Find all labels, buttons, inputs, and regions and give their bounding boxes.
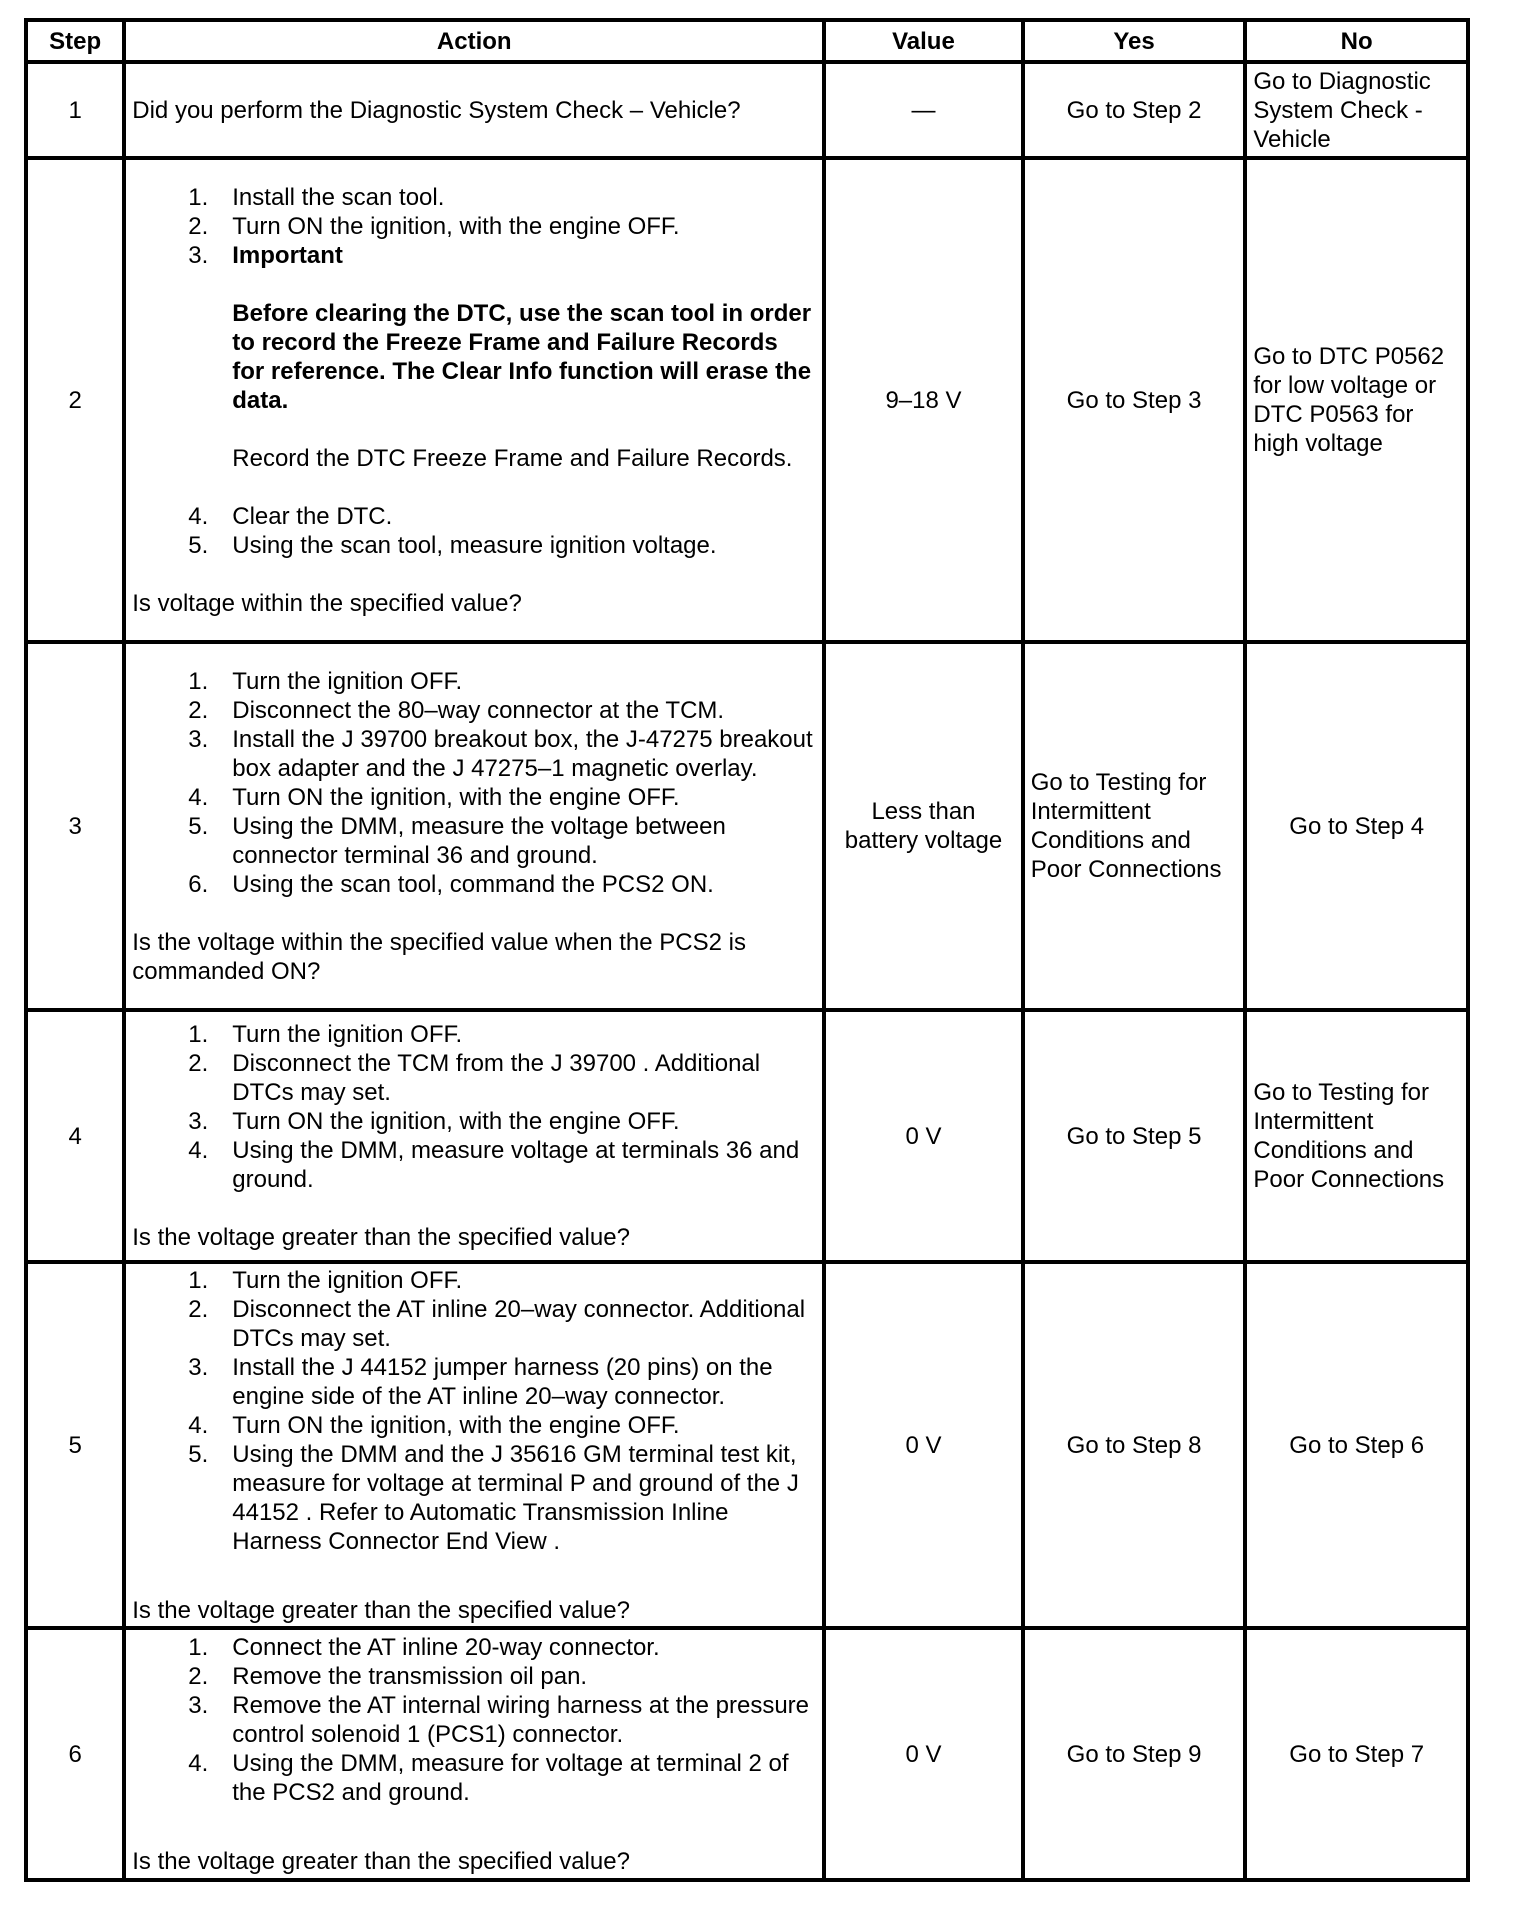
no-cell [1245,1262,1468,1628]
action-question: Is the voltage greater than the specified value? [132,1596,630,1624]
action-list [132,502,816,560]
header-yes: Yes [1023,20,1246,62]
header-value: Value [824,20,1023,62]
list-item: 4. Using the DMM, measure voltage at terminals 36 and ground. [188,1137,800,1193]
action-cell [124,642,824,1010]
list-item: 3. Remove the AT internal wiring harness at the pressure control solenoid 1 (PCS1) connector. [188,1691,810,1748]
diagnostic-table [24,18,1470,1882]
list-item: 5. Using the scan tool, measure ignition voltage. [188,531,717,559]
list-item: 1. Turn the ignition OFF. [188,1266,463,1294]
no-link[interactable]: Go to Testing for Intermittent Conditions and Poor Connections [1253,1079,1445,1193]
yes-cell [1023,1628,1246,1880]
action-question: Is the voltage greater than the specified value? [132,1847,630,1875]
action-list [132,183,816,270]
no-link[interactable]: Go to DTC P0562 for low voltage or DTC P0563 for high voltage [1253,343,1445,457]
value-cell: 0 V [824,1010,1023,1262]
list-item: 1. Connect the AT inline 20-way connector. [188,1633,660,1661]
list-item: 4. Turn ON the ignition, with the engine OFF. [188,783,680,811]
list-item: 2. Remove the transmission oil pan. [188,1662,588,1690]
list-item: 4. Using the DMM, measure for voltage at terminal 2 of the PCS2 and ground. [188,1749,789,1806]
yes-link[interactable]: Go to Step 5 [1066,1122,1202,1150]
action-question: Is the voltage greater than the specified value? [132,1224,630,1251]
table-row [26,642,1468,1010]
no-link[interactable]: Go to Step 6 [1289,1431,1425,1459]
action-cell [124,158,824,642]
table-row [26,1010,1468,1262]
yes-link[interactable]: Go to Step 9 [1066,1740,1202,1768]
yes-cell [1023,1010,1246,1262]
action-list [132,1020,816,1194]
action-cell [124,1262,824,1628]
no-cell [1245,158,1468,642]
step-number: 6 [26,1628,124,1880]
no-cell [1245,62,1468,158]
list-item: 2. Disconnect the AT inline 20–way connector. Additional DTCs may set. [188,1295,806,1352]
list-item: 6. Using the scan tool, command the PCS2 ON. [188,870,714,898]
action-list [132,1266,816,1556]
list-item: 2. Disconnect the 80–way connector at the TCM. [188,696,725,724]
action-list [132,667,816,899]
list-item: 3. Important [188,241,343,269]
list-item: 4. Clear the DTC. [188,502,393,530]
step-number: 2 [26,158,124,642]
list-item: 1. Turn the ignition OFF. [188,1021,463,1048]
value-cell: 0 V [824,1628,1023,1880]
value-cell: — [824,62,1023,158]
action-cell [124,62,824,158]
list-item: 2. Turn ON the ignition, with the engine OFF. [188,212,680,240]
table-row [26,62,1468,158]
table-row [26,158,1468,642]
action-cell [124,1010,824,1262]
list-item: 2. Disconnect the TCM from the J 39700 . Additional DTCs may set. [188,1050,761,1106]
action-cell [124,1628,824,1880]
value-cell: 9–18 V [824,158,1023,642]
table-row [26,1628,1468,1880]
action-question: Did you perform the Diagnostic System Check – Vehicle? [132,96,741,124]
record-note: Record the DTC Freeze Frame and Failure Records. [232,444,793,472]
header-action: Action [124,20,824,62]
yes-link[interactable]: Go to Testing for Intermittent Conditions and Poor Connections [1030,769,1222,883]
list-item: 3. Install the J 39700 breakout box, the J-47275 breakout box adapter and the J 47275–1 magnetic overlay. [188,725,813,782]
action-question: Is voltage within the specified value? [132,589,522,617]
no-link[interactable]: Go to Step 7 [1289,1740,1425,1768]
step-number: 5 [26,1262,124,1628]
yes-cell [1023,642,1246,1010]
step-number: 3 [26,642,124,1010]
list-item: 4. Turn ON the ignition, with the engine OFF. [188,1411,680,1439]
yes-cell [1023,62,1246,158]
yes-link[interactable]: Go to Step 2 [1066,96,1202,124]
yes-link[interactable]: Go to Step 8 [1066,1431,1202,1459]
action-question: Is the voltage within the specified value when the PCS2 is commanded ON? [132,928,746,985]
list-item: 1. Turn the ignition OFF. [188,667,463,695]
yes-cell [1023,158,1246,642]
value-cell: 0 V [824,1262,1023,1628]
no-cell [1245,1628,1468,1880]
list-item: 3. Turn ON the ignition, with the engine OFF. [188,1108,680,1135]
header-no: No [1245,20,1468,62]
list-item: 1. Install the scan tool. [188,183,445,211]
header-step: Step [26,20,124,62]
step-number: 1 [26,62,124,158]
action-list [132,1633,816,1807]
list-item: 5. Using the DMM, measure the voltage between connector terminal 36 and ground. [188,812,726,869]
important-note: Before clearing the DTC, use the scan tool in order to record the Freeze Frame and Failure Records for reference. The Clear Info function will erase the data. [232,299,812,414]
no-cell [1245,1010,1468,1262]
value-cell: Less than battery voltage [824,642,1023,1010]
header-row [26,20,1468,62]
no-cell [1245,642,1468,1010]
yes-cell [1023,1262,1246,1628]
table-row [26,1262,1468,1628]
step-number: 4 [26,1010,124,1262]
list-item: 5. Using the DMM and the J 35616 GM terminal test kit, measure for voltage at terminal P and ground of the J 44152 . Refer to Automatic Transmission Inline Harness Connector End View . [188,1440,799,1555]
list-item: 3. Install the J 44152 jumper harness (20 pins) on the engine side of the AT inline 20–way connector. [188,1353,773,1410]
yes-link[interactable]: Go to Step 3 [1066,386,1202,414]
no-link[interactable]: Go to Step 4 [1289,812,1425,840]
no-link[interactable]: Go to Diagnostic System Check - Vehicle [1253,67,1431,153]
